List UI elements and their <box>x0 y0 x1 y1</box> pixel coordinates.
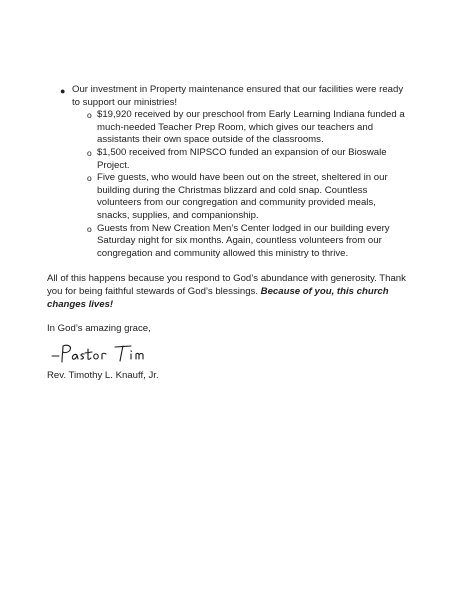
sub-list-item-text: $1,500 received from NIPSCO funded an expansion of our Bioswale Project. <box>97 146 387 171</box>
sub-list-item-text: Five guests, who would have been out on the street, sheltered in our building during the Christmas blizzard and cold snap. Countless volunteers from our congregation and community provided meals, snacks, supplies, and companionship. <box>97 172 388 221</box>
bullet-icon: ● <box>60 86 66 96</box>
circle-bullet-icon: o <box>87 110 92 121</box>
sub-list-item <box>47 109 407 147</box>
sub-list-item-text: $19,920 received by our preschool from Early Learning Indiana funded a much-needed Teacher Prep Room, which gives our teachers and assistants their own space outside of the classrooms. <box>97 109 405 146</box>
sub-list <box>47 109 407 260</box>
sub-list-item <box>47 223 407 261</box>
closing-paragraph <box>47 273 407 311</box>
salutation: In God’s amazing grace, <box>47 323 151 335</box>
circle-bullet-icon: o <box>87 223 92 234</box>
sub-list-item <box>47 172 407 222</box>
handwritten-signature <box>51 340 407 368</box>
sub-list-item-text: Guests from New Creation Men’s Center lodged in our building every Saturday night for six months. Again, countless volunteers from our congregation and community allowed this ministry to thrive. <box>97 222 390 259</box>
sub-list-item <box>47 147 407 172</box>
letter-body <box>47 84 407 382</box>
closing-emphasis: Because of you, this church changes lives! <box>47 285 389 310</box>
list-item-text: Our investment in Property maintenance ensured that our facilities were ready to support our ministries! <box>72 84 404 108</box>
circle-bullet-icon: o <box>87 147 92 158</box>
closing-text: All of this happens because you respond to God’s abundance with generosity. Thank you for being faithful stewards of God’s blessings. <box>47 273 406 297</box>
signature-image <box>51 340 161 368</box>
signer-name: Rev. Timothy L. Knauff, Jr. <box>47 369 159 381</box>
list-item <box>47 84 407 109</box>
circle-bullet-icon: o <box>87 173 92 184</box>
